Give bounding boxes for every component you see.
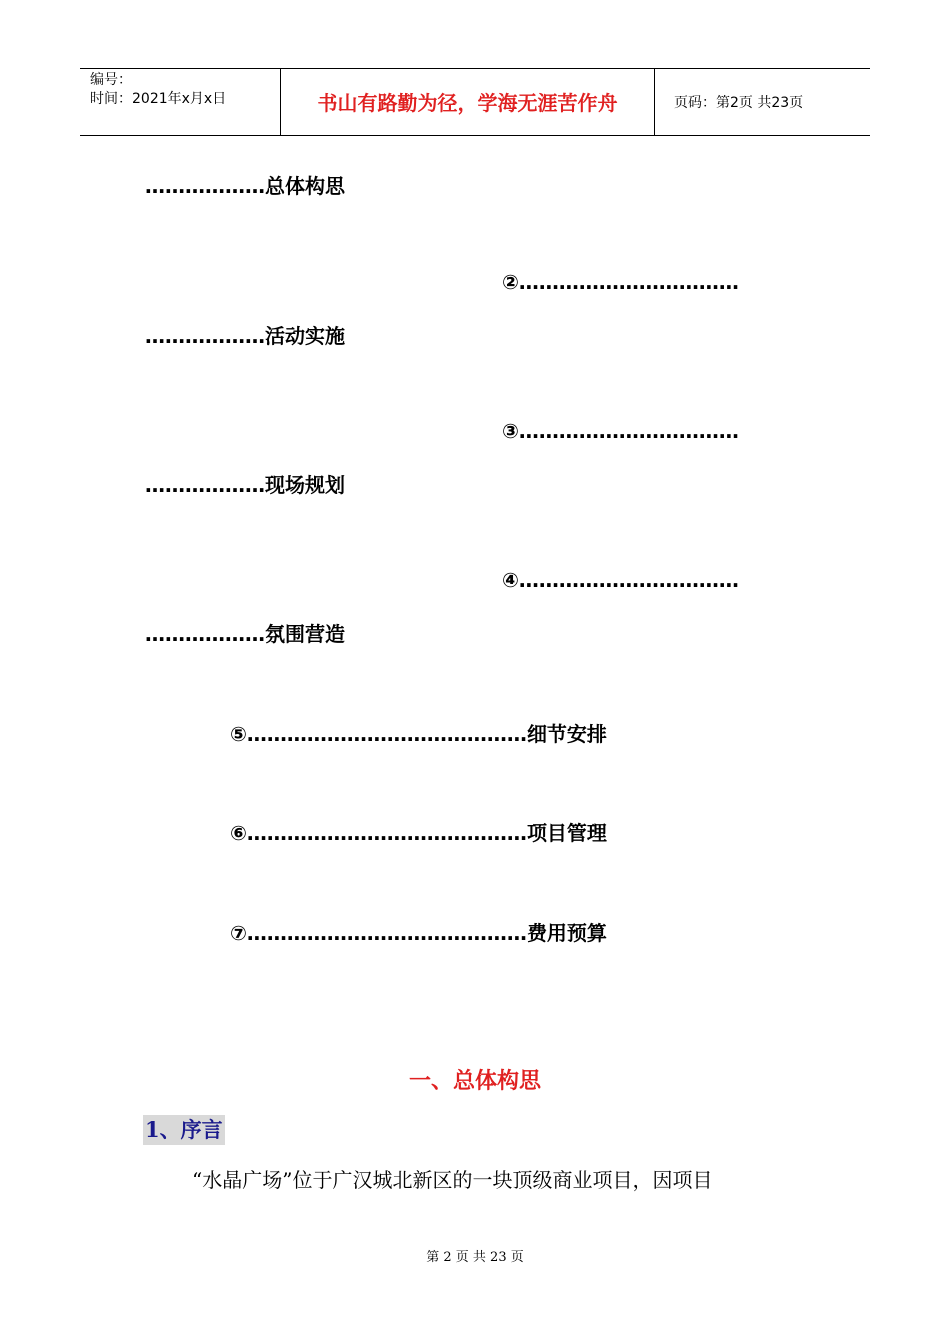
header-page-info [664,69,870,135]
header-motto: 书山有路勤为径，学海无涯苦作舟 [281,69,655,135]
toc-leader: ②…………………………… [502,270,739,294]
toc-leader: ……………… [145,174,265,198]
toc-entry-overall-concept [145,170,345,199]
header-meta [80,69,281,135]
toc-entry-details [230,718,607,747]
toc-label: 费用预算 [526,921,607,945]
toc-leader: ⑦…………………………………… [230,921,527,945]
toc-label: 现场规划 [265,473,345,497]
toc-label: 总体构思 [265,174,345,198]
document-number-label: 编号： [90,72,132,88]
page-footer: 第 2 页 共 23 页 [426,1250,524,1265]
body-paragraph: “水晶广场”位于广汉城北新区的一块顶级商业项目，因项目 [192,1168,713,1192]
toc-entry-3 [502,419,739,443]
toc-entry-2 [502,270,739,294]
toc-leader: ③…………………………… [502,419,739,443]
toc-leader: ⑤…………………………………… [230,722,527,746]
toc-entry-site-planning [145,469,345,498]
toc-leader: ……………… [145,622,265,646]
toc-leader: ⑥…………………………………… [230,821,527,845]
toc-label: 细节安排 [526,722,607,746]
toc-entry-project-management [230,817,607,846]
toc-entry-budget [230,917,607,946]
toc-entry-activity [145,320,345,349]
toc-leader: ……………… [145,473,265,497]
toc-entry-atmosphere [145,618,345,647]
toc-label: 项目管理 [526,821,607,845]
section-title: 一、总体构思 [408,1068,541,1094]
section-subtitle: 1、序言 [143,1115,225,1145]
toc-label: 氛围营造 [265,622,345,646]
document-time-label: 时间：2021年x月x日 [90,91,227,107]
toc-leader: ④…………………………… [502,568,739,592]
toc-label: 活动实施 [265,324,345,348]
page-header [80,68,870,136]
page-info-text: 页码：第2页 共23页 [674,95,804,111]
toc-leader: ……………… [145,324,265,348]
toc-entry-4 [502,568,739,592]
